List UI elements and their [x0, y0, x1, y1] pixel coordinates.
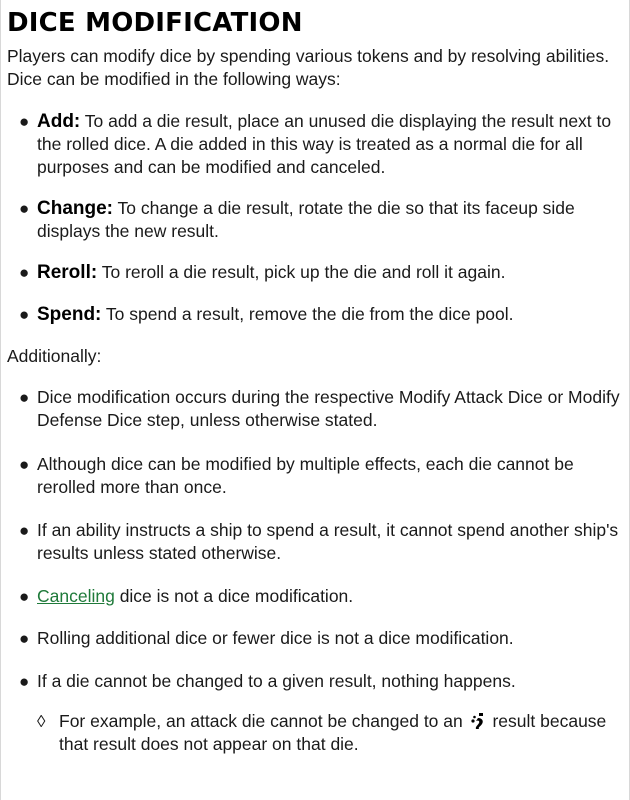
definition-spend: To spend a result, remove the die from the dice pool. — [101, 304, 514, 324]
list-item-rule — [19, 585, 622, 608]
canceling-link[interactable]: Canceling — [37, 586, 115, 606]
bullet-icon: ● — [19, 388, 30, 407]
list-item-reroll — [19, 261, 622, 284]
list-item-rule — [19, 670, 622, 693]
rule-text: If an ability instructs a ship to spend a result, it cannot spend another ship's results unless stated otherwise. — [37, 520, 619, 563]
bullet-icon: ● — [19, 199, 30, 218]
bullet-icon: ● — [19, 629, 30, 648]
example-after: result because that result does not appear on that die. — [59, 711, 607, 754]
rule-text: If a die cannot be changed to a given result, nothing happens. — [37, 671, 516, 691]
rule-text: Rolling additional dice or fewer dice is not a dice modification. — [37, 628, 514, 648]
definition-change: To change a die result, rotate the die so that its faceup side displays the new result. — [37, 198, 575, 241]
rule-text: dice is not a dice modification. — [114, 586, 354, 606]
bullet-icon: ● — [19, 587, 30, 606]
term-change: Change: — [37, 198, 113, 219]
page-title: DICE MODIFICATION — [7, 8, 303, 38]
term-spend: Spend: — [37, 304, 102, 325]
bullet-icon: ● — [19, 263, 30, 282]
rule-text: Although dice can be modified by multiple effects, each die cannot be rerolled more than once. — [37, 454, 574, 497]
critical-hit-icon — [470, 712, 486, 730]
list-item-rule — [19, 519, 622, 565]
diamond-bullet-icon: ◊ — [37, 712, 46, 731]
bullet-icon: ● — [19, 455, 30, 474]
bullet-icon: ● — [19, 305, 30, 324]
list-item-change — [19, 197, 622, 243]
term-reroll: Reroll: — [37, 262, 98, 283]
example-before: For example, an attack die cannot be changed to an — [59, 711, 468, 731]
bullet-icon: ● — [19, 112, 30, 131]
term-add: Add: — [37, 111, 81, 132]
definition-reroll: To reroll a die result, pick up the die and roll it again. — [97, 262, 506, 282]
example-text — [59, 710, 619, 756]
list-item-add — [19, 110, 622, 179]
list-item-rule — [19, 386, 622, 432]
intro-paragraph: Players can modify dice by spending various tokens and by resolving abilities. Dice can be modified in the following ways: — [7, 46, 610, 89]
list-item-spend — [19, 303, 622, 326]
additionally-label: Additionally: — [7, 346, 102, 366]
definition-add: To add a die result, place an unused die displaying the result next to the rolled dice. A die added in this way is treated as a normal die for all purposes and can be modified and canceled. — [37, 111, 612, 177]
bullet-icon: ● — [19, 521, 30, 540]
rule-text: Dice modification occurs during the respective Modify Attack Dice or Modify Defense Dice step, unless otherwise stated. — [37, 387, 620, 430]
list-item-rule — [19, 627, 622, 650]
bullet-icon: ● — [19, 672, 30, 691]
list-item-rule — [19, 453, 622, 499]
